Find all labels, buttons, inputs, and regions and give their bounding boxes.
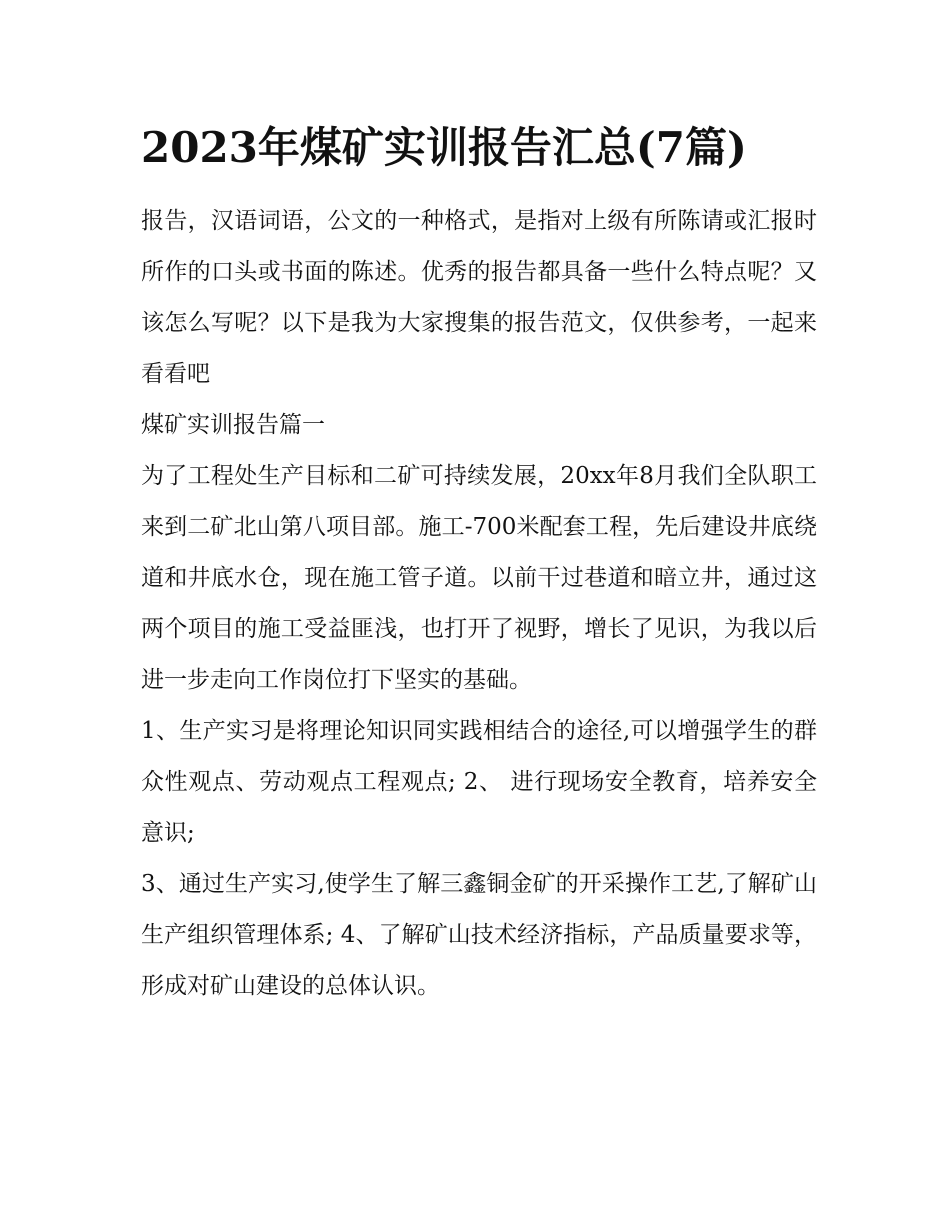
document-page [141, 114, 817, 1012]
body-paragraph: 1、生产实习是将理论知识同实践相结合的途径,可以增强学生的群众性观点、劳动观点工程观点; 2、 进行现场安全教育，培养安全意识; [141, 718, 817, 846]
intro-paragraph: 报告，汉语词语，公文的一种格式，是指对上级有所陈请或汇报时所作的口头或书面的陈述。优秀的报告都具备一些什么特点呢？又该怎么写呢？以下是我为大家搜集的报告范文，仅供参考，一起来看看吧 [141, 208, 817, 387]
body-paragraph: 3、通过生产实习,使学生了解三鑫铜金矿的开采操作工艺,了解矿山生产组织管理体系; 4、了解矿山技术经济指标，产品质量要求等，形成对矿山建设的总体认识。 [141, 871, 817, 999]
section-heading: 煤矿实训报告篇一 [141, 412, 325, 438]
document-title: 2023年煤矿实训报告汇总(7篇) [141, 123, 747, 172]
body-paragraph: 为了工程处生产目标和二矿可持续发展，20xx年8月我们全队职工来到二矿北山第八项目部。施工-700米配套工程，先后建设井底绕道和井底水仓，现在施工管子道。以前干过巷道和暗立井，通过这两个项目的施工受益匪浅，也打开了视野，增长了见识，为我以后进一步走向工作岗位打下坚实的基础。 [141, 463, 817, 693]
